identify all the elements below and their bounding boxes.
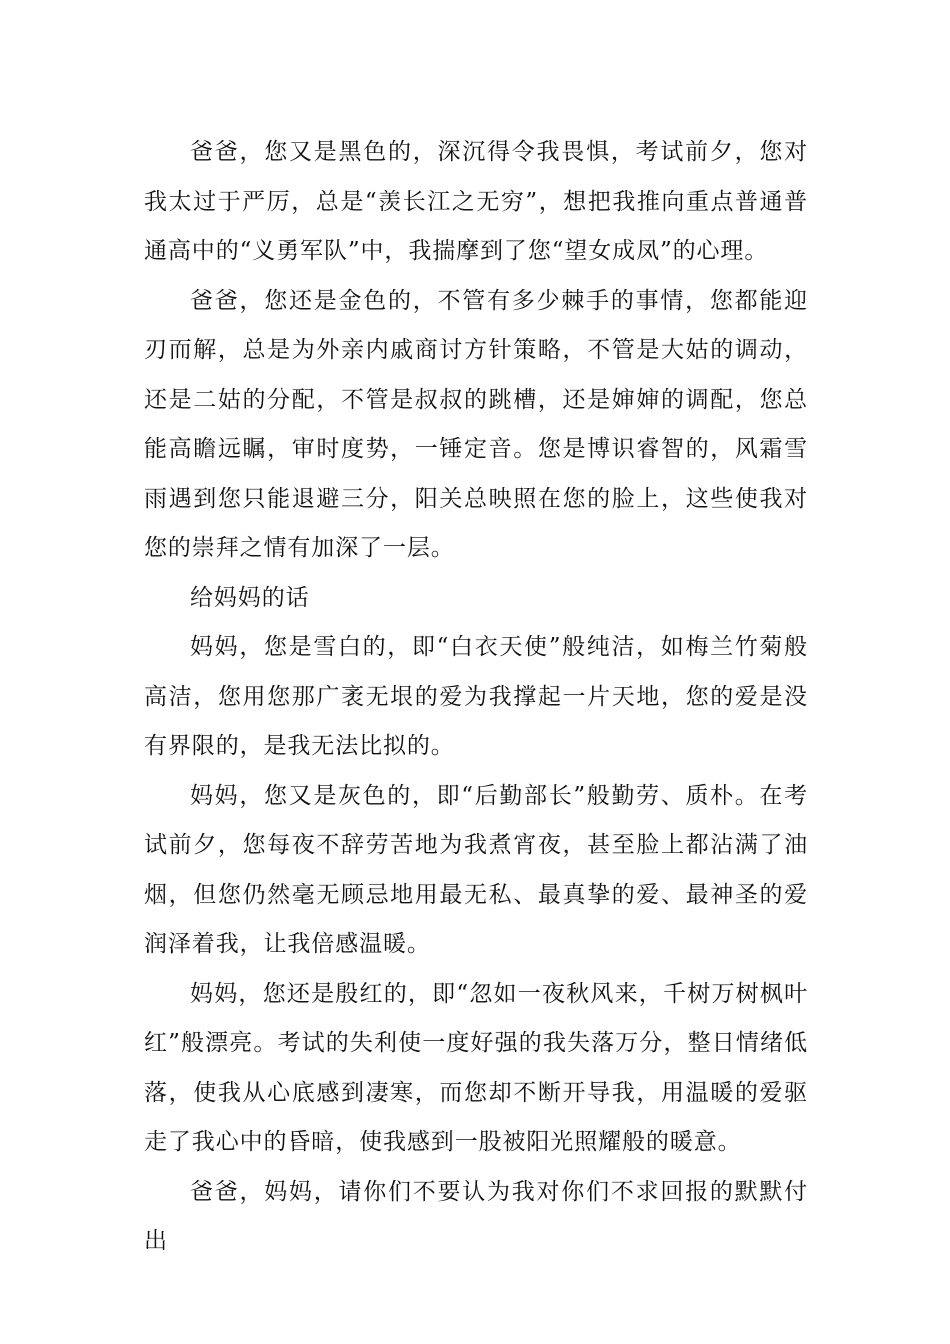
paragraph-father-black: 爸爸，您又是黑色的，深沉得令我畏惧，考试前夕，您对我太过于严厉，总是“羡长江之无穷”，想把我推向重点普通普通高中的“义勇军队”中，我揣摩到了您“望女成凤”的心理。 [144,139,808,264]
paragraph-mother-white: 妈妈，您是雪白的，即“白衣天使”般纯洁，如梅兰竹菊般高洁，您用您那广袤无垠的爱为我撑起一片天地，您的爱是没有界限的，是我无法比拟的。 [144,634,808,759]
paragraph-parents: 爸爸，妈妈，请你们不要认为我对你们不求回报的默默付出 [144,1178,808,1254]
paragraph-mother-gray: 妈妈，您又是灰色的，即“后勤部长”般勤劳、质朴。在考试前夕，您每夜不辞劳苦地为我煮宵夜，甚至脸上都沾满了油烟，但您仍然毫无顾忌地用最无私、最真挚的爱、最神圣的爱润泽着我，让我倍感温暖。 [144,782,808,957]
section-heading-mother: 给妈妈的话 [190,584,310,611]
paragraph-mother-crimson: 妈妈，您还是殷红的，即“忽如一夜秋风来，千树万树枫叶红”般漂亮。考试的失利使一度好强的我失落万分，整日情绪低落，使我从心底感到凄寒，而您却不断开导我，用温暖的爱驱走了我心中的昏暗，使我感到一股被阳光照耀般的暖意。 [144,980,808,1155]
document-body [144,128,808,1267]
paragraph-father-gold: 爸爸，您还是金色的，不管有多少棘手的事情，您都能迎刃而解，总是为外亲内戚商讨方针策略，不管是大姑的调动，还是二姑的分配，不管是叔叔的跳槽，还是婶婶的调配，您总能高瞻远瞩，审时度势，一锤定音。您是博识睿智的，风霜雪雨遇到您只能退避三分，阳关总映照在您的脸上，这些使我对您的崇拜之情有加深了一层。 [144,287,808,561]
